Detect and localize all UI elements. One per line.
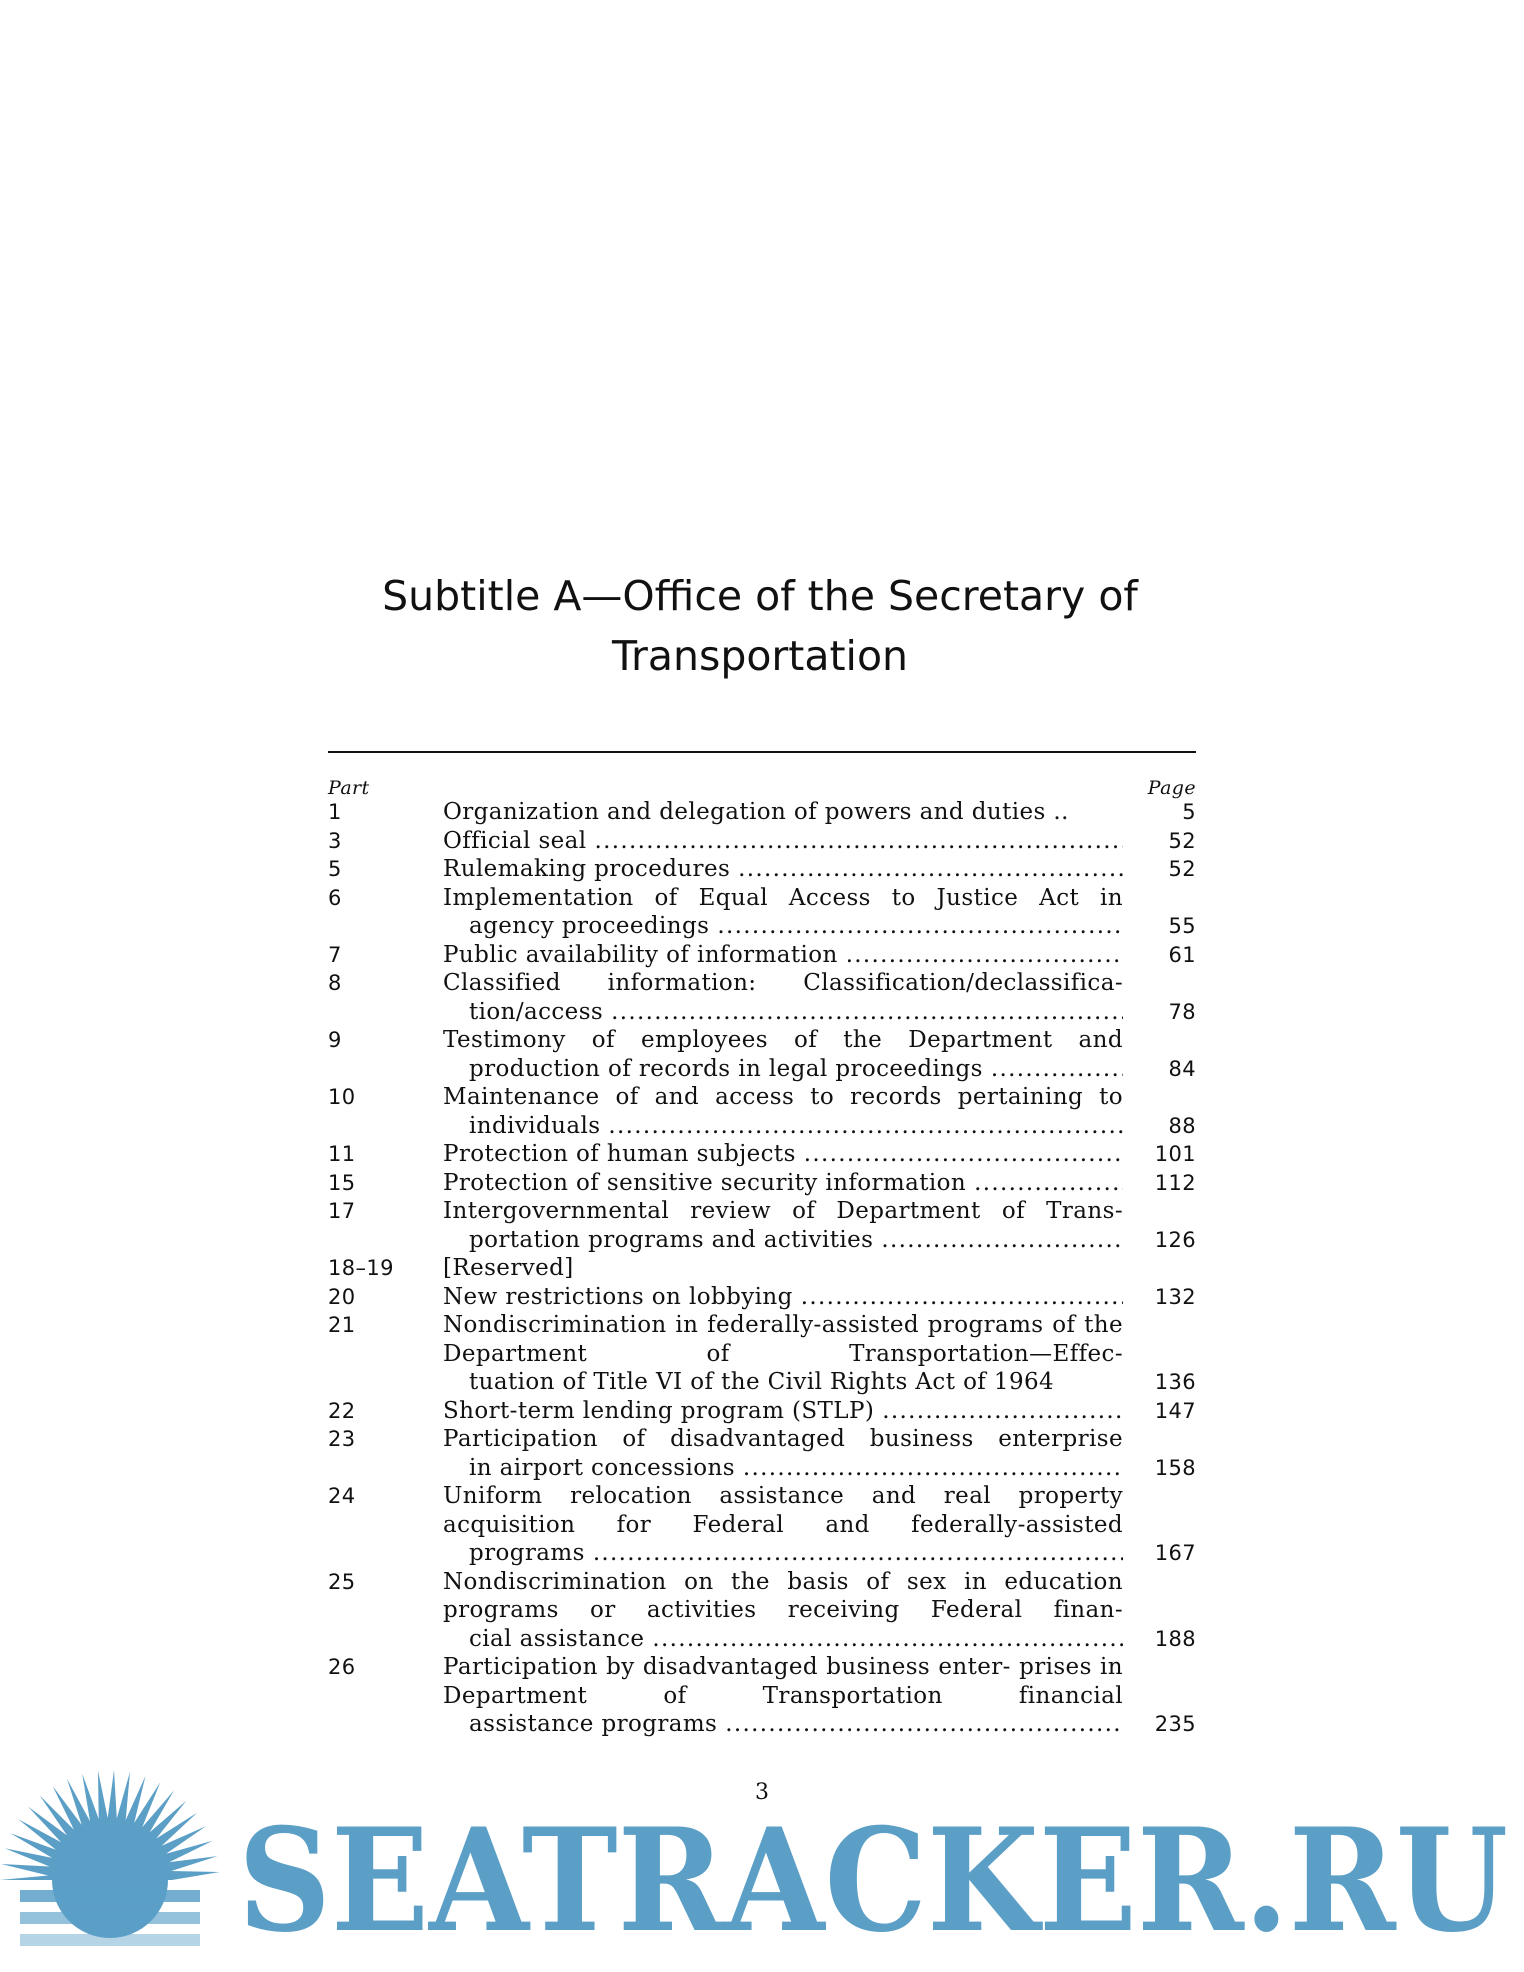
part-number: 8	[328, 971, 342, 995]
toc-entry	[328, 1397, 1196, 1426]
dot-leader	[881, 1226, 1123, 1255]
dot-leader	[804, 1140, 1123, 1169]
dot-leader	[846, 941, 1123, 970]
part-number: 6	[328, 885, 342, 910]
part-column-header: Part	[328, 777, 370, 799]
toc-entry	[328, 1197, 1196, 1254]
part-number: 17	[328, 1199, 356, 1223]
toc-entry	[328, 1425, 1196, 1482]
toc-entry	[328, 1169, 1196, 1198]
part-title-lead: Implementation of Equal Access to Justice Act in	[443, 884, 1123, 911]
part-title-final-line: Official seal	[443, 827, 587, 854]
toc-entry	[328, 1653, 1196, 1739]
part-title	[443, 1568, 1123, 1654]
part-number: 22	[328, 1398, 356, 1423]
part-title	[443, 1197, 1123, 1254]
dot-leader	[595, 827, 1123, 856]
toc-entry	[328, 855, 1196, 884]
toc-entry	[328, 827, 1196, 856]
watermark	[0, 1740, 1524, 1972]
part-title	[443, 1311, 1123, 1397]
part-title	[443, 1254, 1123, 1283]
part-number: 10	[328, 1085, 356, 1109]
table-of-contents	[328, 772, 1196, 1739]
part-title-final-line: New restrictions on lobbying	[443, 1283, 793, 1310]
sun-logo-icon	[0, 1770, 220, 1946]
part-title-final-line: Organization and delegation of powers and duties ..	[443, 799, 1069, 825]
part-title-final-line: assistance programs	[469, 1711, 718, 1737]
part-title-final-line: tion/access	[469, 998, 604, 1025]
part-title-lead: Participation by disadvantaged business enter- prises in Department of Transportation financial	[443, 1654, 1123, 1709]
part-title-final-line: Rulemaking procedures	[443, 856, 731, 882]
part-title	[443, 969, 1123, 1026]
part-title-final-line: production of records in legal proceedings	[469, 1055, 983, 1082]
part-number: 20	[328, 1284, 356, 1309]
part-title-final-line: Public availability of information	[443, 941, 838, 968]
dot-leader	[608, 1112, 1123, 1141]
toc-header	[328, 772, 1196, 798]
part-title-final-line: individuals	[469, 1112, 601, 1139]
page-ref: 84	[1168, 1056, 1196, 1081]
part-title-lead: Classified information: Classification/declassifica-	[443, 970, 1123, 996]
part-title-lead: Testimony of employees of the Department and	[443, 1027, 1123, 1053]
page-ref: 78	[1168, 999, 1196, 1024]
toc-entry	[328, 1482, 1196, 1568]
part-number: 25	[328, 1569, 356, 1594]
toc-entries	[328, 798, 1196, 1739]
part-title	[443, 1026, 1123, 1083]
page-ref: 167	[1154, 1541, 1196, 1565]
part-title	[443, 798, 1123, 827]
part-number: 24	[328, 1484, 356, 1508]
toc-entry	[328, 1083, 1196, 1140]
page-ref: 147	[1154, 1398, 1196, 1423]
part-title-final-line: Protection of human subjects	[443, 1141, 796, 1167]
page-ref: 132	[1154, 1284, 1196, 1309]
part-title-lead: Maintenance of and access to records pertaining to	[443, 1084, 1123, 1110]
page-column-header: Page	[1147, 777, 1196, 799]
part-title	[443, 1653, 1123, 1739]
part-number: 3	[328, 828, 342, 853]
toc-entry	[328, 969, 1196, 1026]
toc-entry	[328, 941, 1196, 970]
page-ref: 55	[1168, 914, 1196, 938]
dot-leader	[882, 1397, 1123, 1426]
page-ref: 136	[1154, 1370, 1196, 1394]
part-title-final-line: agency proceedings	[469, 913, 710, 939]
dot-leader	[725, 1710, 1123, 1739]
dot-leader	[717, 912, 1123, 941]
part-number: 15	[328, 1170, 356, 1195]
page-ref: 112	[1154, 1170, 1196, 1195]
page-number: 3	[755, 1780, 769, 1805]
toc-entry	[328, 1254, 1196, 1283]
part-number: 7	[328, 942, 342, 967]
part-title-final-line: cial assistance	[469, 1625, 645, 1652]
watermark-graphic	[0, 1740, 1524, 1972]
part-title	[443, 941, 1123, 970]
page-ref: 126	[1154, 1227, 1196, 1252]
toc-entry	[328, 1140, 1196, 1169]
page-ref: 5	[1182, 800, 1196, 824]
part-number: 21	[328, 1313, 356, 1337]
part-title-lead: Intergovernmental review of Department of Trans-	[443, 1198, 1123, 1224]
part-title-lead: Participation of disadvantaged business enterprise	[443, 1426, 1123, 1452]
part-title-final-line: Protection of sensitive security information	[443, 1169, 967, 1196]
dot-leader	[801, 1283, 1123, 1312]
dot-leader	[743, 1454, 1123, 1483]
dot-leader	[611, 998, 1123, 1027]
dot-leader	[738, 855, 1123, 884]
page-ref: 52	[1168, 828, 1196, 853]
toc-entry	[328, 1283, 1196, 1312]
part-title-lead: Uniform relocation assistance and real property acquisition for Federal and federally-assisted	[443, 1483, 1123, 1538]
dot-leader	[593, 1539, 1123, 1568]
part-number: 23	[328, 1427, 356, 1451]
toc-entry	[328, 798, 1196, 827]
page-ref: 61	[1168, 942, 1196, 967]
page-ref: 88	[1168, 1113, 1196, 1138]
part-number: 5	[328, 857, 342, 881]
watermark-text: SEATRACKER.RU	[238, 1798, 1508, 1964]
part-title-final-line: in airport concessions	[469, 1454, 735, 1481]
part-title	[443, 1083, 1123, 1140]
page-ref: 52	[1168, 857, 1196, 881]
part-title	[443, 1169, 1123, 1198]
toc-entry	[328, 1311, 1196, 1397]
dot-leader	[974, 1169, 1123, 1198]
part-title	[443, 1283, 1123, 1312]
part-title-final-line: tuation of Title VI of the Civil Rights Act of 1964	[469, 1369, 1055, 1395]
page-title: Subtitle A—Office of the Secretary of Transportation	[382, 572, 1138, 680]
part-title	[443, 1482, 1123, 1568]
toc-entry	[328, 1026, 1196, 1083]
page-ref: 101	[1154, 1142, 1196, 1166]
part-title	[443, 827, 1123, 856]
toc-entry	[328, 1568, 1196, 1654]
part-title-final-line: [Reserved]	[443, 1255, 574, 1281]
part-number: 9	[328, 1028, 342, 1052]
part-title-final-line: Short-term lending program (STLP)	[443, 1397, 875, 1424]
part-title	[443, 1425, 1123, 1482]
dot-leader	[652, 1625, 1123, 1654]
part-title	[443, 855, 1123, 884]
part-title-lead: Nondiscrimination on the basis of sex in education programs or activities receiving Federal finan-	[443, 1568, 1123, 1623]
part-title-final-line: programs	[469, 1540, 585, 1566]
part-title-final-line: portation programs and activities	[469, 1226, 874, 1253]
part-number: 11	[328, 1142, 356, 1166]
part-title	[443, 1397, 1123, 1426]
part-number: 1	[328, 800, 342, 824]
toc-entry	[328, 884, 1196, 941]
page-ref: 235	[1154, 1712, 1196, 1736]
page-ref: 158	[1154, 1455, 1196, 1480]
title-rule	[328, 751, 1196, 753]
part-title	[443, 1140, 1123, 1169]
part-number: 26	[328, 1655, 356, 1679]
part-title-lead: Nondiscrimination in federally-assisted programs of the Department of Transportation—Effec-	[443, 1312, 1123, 1367]
part-title	[443, 884, 1123, 941]
dot-leader	[991, 1055, 1123, 1084]
part-number: 18–19	[328, 1256, 394, 1280]
page-ref: 188	[1154, 1626, 1196, 1651]
